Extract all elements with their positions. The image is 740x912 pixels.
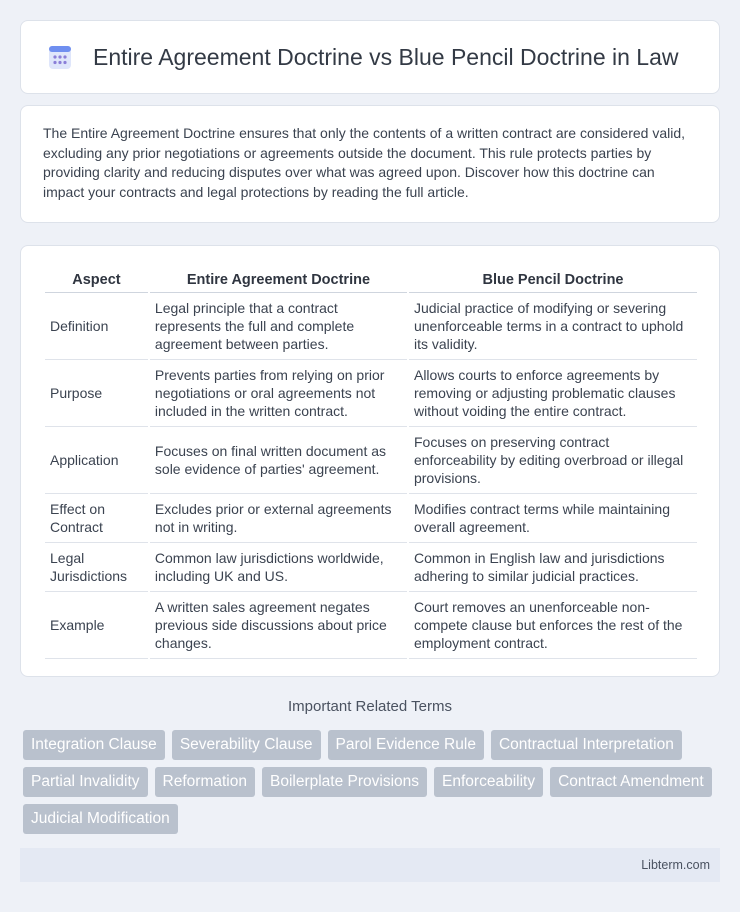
comparison-table-card — [20, 245, 720, 677]
related-term-tag[interactable]: Boilerplate Provisions — [262, 767, 427, 797]
table-row — [45, 427, 697, 494]
intro-card — [20, 105, 720, 223]
intro-paragraph: The Entire Agreement Doctrine ensures that only the contents of a written contract are considered valid, excluding any prior negotiations or agreements outside the document. This rule protects parties by providing clarity and reducing disputes over what was agreed upon. Discover how this doctrine can impact your contracts and legal protections by reading the full article. — [43, 125, 686, 200]
header-aspect: Aspect — [45, 264, 148, 293]
related-term-tag[interactable]: Enforceability — [434, 767, 543, 797]
row-blue-pencil: Focuses on preserving contract enforceability by editing overbroad or illegal provisions. — [409, 427, 697, 494]
header-entire-agreement: Entire Agreement Doctrine — [150, 264, 407, 293]
related-term-tag[interactable]: Parol Evidence Rule — [328, 730, 484, 760]
row-blue-pencil: Allows courts to enforce agreements by removing or adjusting problematic clauses without voiding the entire contract. — [409, 360, 697, 427]
table-row — [45, 494, 697, 543]
header-blue-pencil: Blue Pencil Doctrine — [409, 264, 697, 293]
row-aspect: Purpose — [45, 360, 148, 427]
row-blue-pencil: Modifies contract terms while maintaining overall agreement. — [409, 494, 697, 543]
row-entire-agreement: A written sales agreement negates previous side discussions about price changes. — [150, 592, 407, 659]
related-terms-title: Important Related Terms — [288, 698, 452, 715]
row-aspect: Effect on Contract — [45, 494, 148, 543]
related-term-tag[interactable]: Contractual Interpretation — [491, 730, 682, 760]
row-blue-pencil: Judicial practice of modifying or severing unenforceable terms in a contract to uphold its validity. — [409, 293, 697, 360]
page-title: Entire Agreement Doctrine vs Blue Pencil Doctrine in Law — [93, 43, 679, 70]
related-term-tag[interactable]: Partial Invalidity — [23, 767, 148, 797]
related-term-tag[interactable]: Reformation — [155, 767, 255, 797]
related-term-tag[interactable]: Contract Amendment — [550, 767, 712, 797]
row-aspect: Legal Jurisdictions — [45, 543, 148, 592]
table-row — [45, 592, 697, 659]
footer-site-link[interactable]: Libterm.com — [641, 858, 710, 872]
row-aspect: Definition — [45, 293, 148, 360]
row-aspect: Example — [45, 592, 148, 659]
related-terms-list — [23, 730, 723, 834]
row-entire-agreement: Common law jurisdictions worldwide, including UK and US. — [150, 543, 407, 592]
row-entire-agreement: Excludes prior or external agreements not in writing. — [150, 494, 407, 543]
row-blue-pencil: Court removes an unenforceable non-compete clause but enforces the rest of the employment contract. — [409, 592, 697, 659]
row-aspect: Application — [45, 427, 148, 494]
table-header-row — [45, 264, 697, 293]
table-row — [45, 543, 697, 592]
related-term-tag[interactable]: Integration Clause — [23, 730, 165, 760]
row-entire-agreement: Prevents parties from relying on prior negotiations or oral agreements not included in the written contract. — [150, 360, 407, 427]
related-term-tag[interactable]: Judicial Modification — [23, 804, 178, 834]
row-entire-agreement: Legal principle that a contract represents the full and complete agreement between parties. — [150, 293, 407, 360]
footer — [20, 848, 720, 882]
document-list-icon — [45, 42, 75, 72]
row-blue-pencil: Common in English law and jurisdictions adhering to similar judicial practices. — [409, 543, 697, 592]
related-term-tag[interactable]: Severability Clause — [172, 730, 321, 760]
row-entire-agreement: Focuses on final written document as sole evidence of parties' agreement. — [150, 427, 407, 494]
table-row — [45, 293, 697, 360]
table-row — [45, 360, 697, 427]
header-card — [20, 20, 720, 94]
comparison-table — [43, 264, 699, 659]
